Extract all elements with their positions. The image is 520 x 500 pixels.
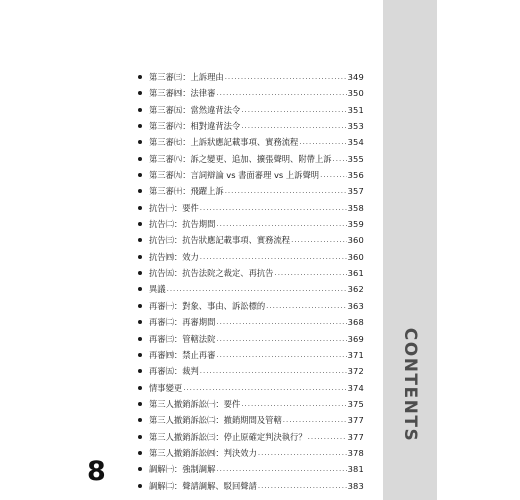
toc-entry-title: 第三人撤銷訴訟㈢：停止原確定判決執行？ <box>149 431 307 442</box>
toc-entry <box>138 249 364 265</box>
dot-leader <box>200 200 347 216</box>
dot-leader <box>216 85 346 101</box>
toc-entry <box>138 380 364 396</box>
toc-entry-title: 調解㈡：聲請調解、駁回聲請 <box>149 480 257 491</box>
dot-leader <box>200 249 347 265</box>
toc-entry <box>138 396 364 412</box>
toc-entry-title: 抗告㈡：抗告期間 <box>149 219 216 230</box>
toc-entry-title: 第三審㈨：言詞辯論 vs 書面審理 vs 上訴聲明 <box>149 170 320 181</box>
dot-leader <box>241 102 346 118</box>
toc-entry <box>138 200 364 216</box>
bullet-icon <box>138 173 142 177</box>
dot-leader <box>308 429 347 445</box>
toc-entry <box>138 331 364 347</box>
toc-entry-page: 351 <box>347 104 364 115</box>
toc-entry-title: 異議 <box>149 284 166 295</box>
bullet-icon <box>138 75 142 79</box>
bullet-icon <box>138 451 142 455</box>
toc-entry-page: 378 <box>347 447 364 458</box>
dot-leader <box>320 167 346 183</box>
toc-entry-title: 抗告㈢：抗告狀應記載事項、實務流程 <box>149 235 291 246</box>
bullet-icon <box>138 435 142 439</box>
dot-leader <box>333 151 347 167</box>
toc-entry <box>138 429 364 445</box>
toc-entry-page: 377 <box>347 431 364 442</box>
bullet-icon <box>138 255 142 259</box>
toc-entry <box>138 347 364 363</box>
toc-entry-page: 349 <box>347 72 364 82</box>
toc-entry <box>138 134 364 150</box>
toc-entry-page: 368 <box>347 317 364 328</box>
toc-entry-page: 372 <box>347 366 364 377</box>
toc-entry <box>138 183 364 199</box>
dot-leader <box>216 461 346 477</box>
bullet-icon <box>138 467 142 471</box>
bullet-icon <box>138 140 142 144</box>
dot-leader <box>258 478 347 494</box>
toc-entry-title: 第三人撤銷訴訟㈣：判決效力 <box>149 447 257 458</box>
toc-entry <box>138 102 364 118</box>
dot-leader <box>167 281 347 297</box>
toc-entry-page: 374 <box>347 382 364 393</box>
dot-leader <box>274 265 346 281</box>
toc-entry-page: 360 <box>347 235 364 246</box>
dot-leader <box>216 347 346 363</box>
bullet-icon <box>138 369 142 373</box>
bullet-icon <box>138 304 142 308</box>
toc-entry <box>138 265 364 281</box>
toc-entry <box>138 85 364 101</box>
toc-entry <box>138 167 364 183</box>
toc-entry-title: 再審㈡：再審期間 <box>149 317 216 328</box>
bullet-icon <box>138 157 142 161</box>
bullet-icon <box>138 386 142 390</box>
toc-entry-title: 情事變更 <box>149 382 183 393</box>
bullet-icon <box>138 124 142 128</box>
dot-leader <box>299 134 346 150</box>
toc-entry <box>138 281 364 297</box>
bullet-icon <box>138 287 142 291</box>
toc-entry <box>138 216 364 232</box>
toc-entry-title: 第三審㈧：訴之變更、追加、擴張聲明、附帶上訴 <box>149 153 332 164</box>
dot-leader <box>200 363 347 379</box>
toc-entry-title: 調解㈠：強制調解 <box>149 464 216 475</box>
toc-entry <box>138 298 364 314</box>
toc-entry-title: 第三審㈦：上訴狀應記載事項、實務流程 <box>149 137 299 148</box>
dot-leader <box>225 69 347 85</box>
dot-leader <box>291 232 347 248</box>
dot-leader <box>225 183 347 199</box>
toc-entry-title: 第三審㈤：當然違背法令 <box>149 104 241 115</box>
dot-leader <box>266 298 346 314</box>
toc-entry <box>138 151 364 167</box>
toc-entry-title: 第三審㈣：法律審 <box>149 88 216 99</box>
toc-entry-page: 361 <box>347 268 364 279</box>
toc-entry <box>138 412 364 428</box>
toc-entry-title: 抗告㈣：效力 <box>149 251 199 262</box>
toc-entry-page: 363 <box>347 300 364 311</box>
bullet-icon <box>138 337 142 341</box>
bullet-icon <box>138 320 142 324</box>
toc-entry-page: 355 <box>347 153 364 164</box>
toc-entry-page: 350 <box>347 88 364 99</box>
dot-leader <box>258 445 347 461</box>
toc-entry-page: 360 <box>347 251 364 262</box>
toc-entry-title: 第三人撤銷訴訟㈠：要件 <box>149 398 241 409</box>
toc-entry <box>138 363 364 379</box>
toc-entry-title: 第三審㈥：相對違背法令 <box>149 121 241 132</box>
toc-entry-title: 再審㈤：裁判 <box>149 366 199 377</box>
toc-entry-page: 383 <box>347 480 364 491</box>
toc-entry <box>138 445 364 461</box>
toc-entry-page: 375 <box>347 398 364 409</box>
toc-entry <box>138 314 364 330</box>
toc-entry-page: 357 <box>347 186 364 197</box>
dot-leader <box>216 331 346 347</box>
toc-entry-page: 353 <box>347 121 364 132</box>
toc-entry <box>138 69 364 85</box>
toc-entry-title: 抗告㈤：抗告法院之裁定、再抗告 <box>149 268 274 279</box>
bullet-icon <box>138 189 142 193</box>
toc-entry-page: 358 <box>347 202 364 213</box>
toc-entry-page: 371 <box>347 349 364 360</box>
toc-entry <box>138 478 364 494</box>
toc-entry-title: 第三審㈩：飛躍上訴 <box>149 186 224 197</box>
toc-entry-page: 359 <box>347 219 364 230</box>
dot-leader <box>241 118 346 134</box>
toc-entry-title: 再審㈣：禁止再審 <box>149 349 216 360</box>
bullet-icon <box>138 222 142 226</box>
contents-label: CONTENTS <box>400 327 420 443</box>
toc-entry-title: 抗告㈠：要件 <box>149 202 199 213</box>
bullet-icon <box>138 91 142 95</box>
bullet-icon <box>138 238 142 242</box>
toc-entry <box>138 232 364 248</box>
dot-leader <box>241 396 346 412</box>
toc-entry-page: 381 <box>347 464 364 475</box>
bullet-icon <box>138 108 142 112</box>
bullet-icon <box>138 484 142 488</box>
toc-entry-title: 再審㈠：對象、事由、訴訟標的 <box>149 300 266 311</box>
page-number: 8 <box>87 456 106 487</box>
toc-entry-page: 369 <box>347 333 364 344</box>
toc-entry-title: 再審㈢：管轄法院 <box>149 333 216 344</box>
toc-entry-page: 362 <box>347 284 364 295</box>
dot-leader <box>183 380 346 396</box>
bullet-icon <box>138 402 142 406</box>
dot-leader <box>216 216 346 232</box>
toc-entry-title: 第三審㈢：上訴理由 <box>149 72 224 82</box>
bullet-icon <box>138 353 142 357</box>
toc-entry-page: 377 <box>347 415 364 426</box>
toc-entry-page: 354 <box>347 137 364 148</box>
toc-entry <box>138 461 364 477</box>
toc-entry <box>138 118 364 134</box>
dot-leader <box>283 412 347 428</box>
toc-entry-page: 356 <box>347 170 364 181</box>
toc-entry-title: 第三人撤銷訴訟㈡：撤銷期間及管轄 <box>149 415 282 426</box>
bullet-icon <box>138 206 142 210</box>
bullet-icon <box>138 418 142 422</box>
table-of-contents <box>138 69 364 494</box>
bullet-icon <box>138 271 142 275</box>
dot-leader <box>216 314 346 330</box>
